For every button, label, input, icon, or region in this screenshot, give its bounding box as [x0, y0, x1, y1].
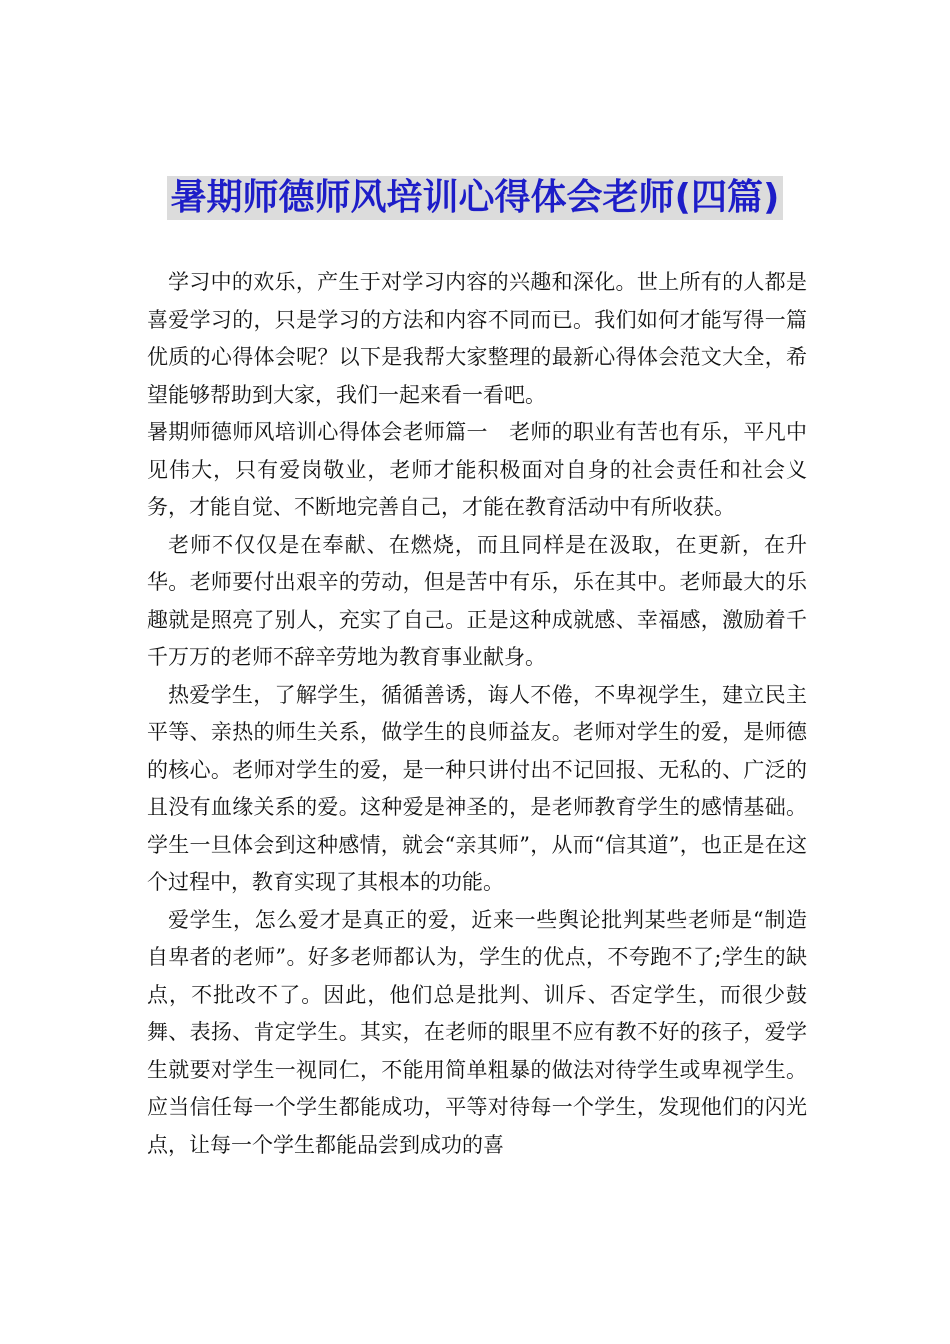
- paragraph-section-one: 暑期师德师风培训心得体会老师篇一 老师的职业有苦也有乐，平凡中见伟大，只有爱岗敬业，老师才能积极面对自身的社会责任和社会义务，才能自觉、不断地完善自己，才能在教育活动中有所收获。: [147, 420, 807, 519]
- document-body: [147, 264, 807, 1164]
- title-container: [0, 176, 950, 220]
- paragraph-teacher-dedication: 老师不仅仅是在奉献、在燃烧，而且同样是在汲取，在更新，在升华。老师要付出艰辛的劳动，但是苦中有乐，乐在其中。老师最大的乐趣就是照亮了别人，充实了自己。正是这种成就感、幸福感，激励着千千万万的老师不辞辛劳地为教育事业献身。: [147, 532, 807, 669]
- paragraph-true-love: 爱学生，怎么爱才是真正的爱，近来一些舆论批判某些老师是“制造自卑者的老师”。好多老师都认为，学生的优点，不夸跑不了;学生的缺点，不批改不了。因此，他们总是批判、训斥、否定学生，而很少鼓舞、表扬、肯定学生。其实，在老师的眼里不应有教不好的孩子，爱学生就要对学生一视同仁，不能用简单粗暴的做法对待学生或卑视学生。应当信任每一个学生都能成功，平等对待每一个学生，发现他们的闪光点，让每一个学生都能品尝到成功的喜: [147, 907, 807, 1157]
- paragraph-love-students: 热爱学生，了解学生，循循善诱，诲人不倦，不卑视学生，建立民主平等、亲热的师生关系，做学生的良师益友。老师对学生的爱，是师德的核心。老师对学生的爱，是一种只讲付出不记回报、无私的、广泛的且没有血缘关系的爱。这种爱是神圣的，是老师教育学生的感情基础。学生一旦体会到这种感情，就会“亲其师”，从而“信其道”，也正是在这个过程中，教育实现了其根本的功能。: [147, 682, 807, 894]
- document-title: 暑期师德师风培训心得体会老师(四篇): [167, 176, 784, 220]
- paragraph-intro: 学习中的欢乐，产生于对学习内容的兴趣和深化。世上所有的人都是喜爱学习的，只是学习的方法和内容不同而已。我们如何才能写得一篇优质的心得体会呢？以下是我帮大家整理的最新心得体会范文大全，希望能够帮助到大家，我们一起来看一看吧。: [147, 270, 807, 407]
